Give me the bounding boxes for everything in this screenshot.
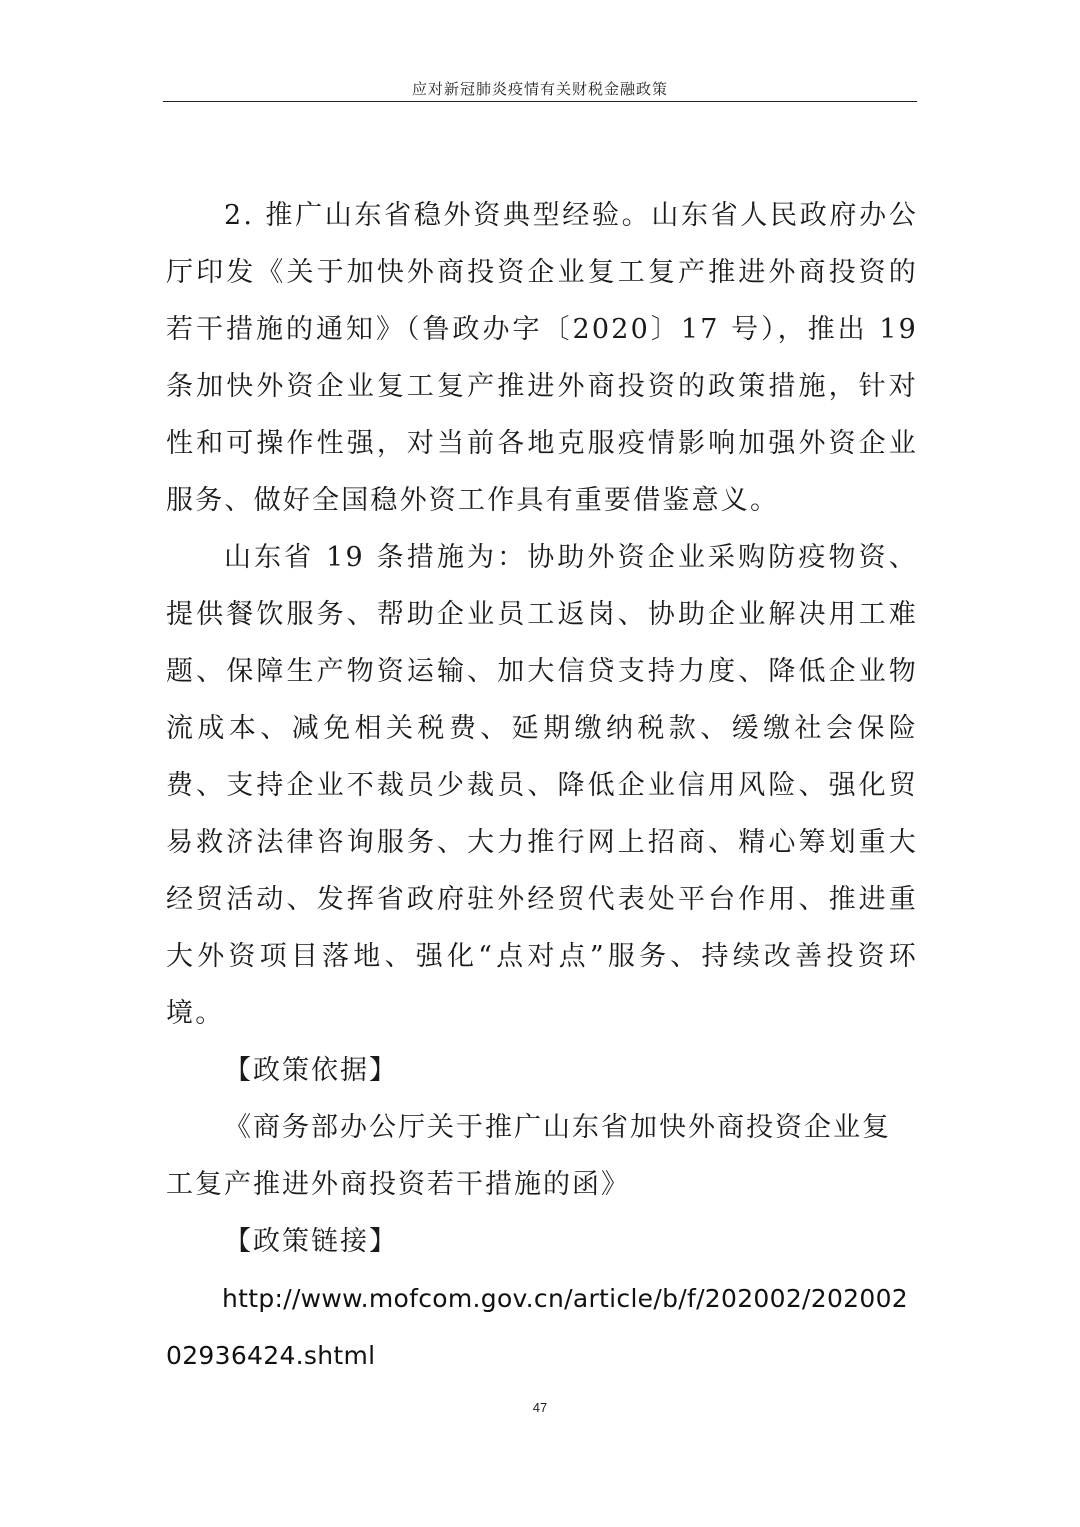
- paragraph-19-measures: 山东省 19 条措施为：协助外资企业采购防疫物资、提供餐饮服务、帮助企业员工返岗、协助企业解决用工难题、保障生产物资运输、加大信贷支持力度、降低企业物流成本、减免相关税费、延期缴纳税款、缓缴社会保险费、支持企业不裁员少裁员、降低企业信用风险、强化贸易救济法律咨询服务、大力推行网上招商、精心筹划重大经贸活动、发挥省政府驻外经贸代表处平台作用、推进重大外资项目落地、强化“点对点”服务、持续改善投资环境。: [166, 542, 918, 1029]
- policy-link-heading: 【政策链接】: [224, 1226, 398, 1257]
- document-body: [166, 187, 918, 1384]
- header-divider: [163, 101, 917, 102]
- policy-link-url[interactable]: http://www.mofcom.gov.cn/article/b/f/202002/20200202936424.shtml: [166, 1284, 908, 1370]
- policy-basis-heading: 【政策依据】: [224, 1055, 398, 1086]
- running-header: 应对新冠肺炎疫情有关财税金融政策: [411, 80, 668, 98]
- paragraph-shandong-experience: 2. 推广山东省稳外资典型经验。山东省人民政府办公厅印发《关于加快外商投资企业复工复产推进外商投资的若干措施的通知》（鲁政办字〔2020〕17 号），推出 19 条加快外资企业复工复产推进外商投资的政策措施，针对性和可操作性强，对当前各地克服疫情影响加强外资企业服务、做好全国稳外资工作具有重要借鉴意义。: [166, 200, 918, 516]
- policy-basis-line-1: 《商务部办公厅关于推广山东省加快外商投资企业复: [224, 1112, 891, 1143]
- policy-basis-line-2: 工复产推进外商投资若干措施的函》: [166, 1169, 630, 1200]
- page-number: 47: [532, 1400, 548, 1415]
